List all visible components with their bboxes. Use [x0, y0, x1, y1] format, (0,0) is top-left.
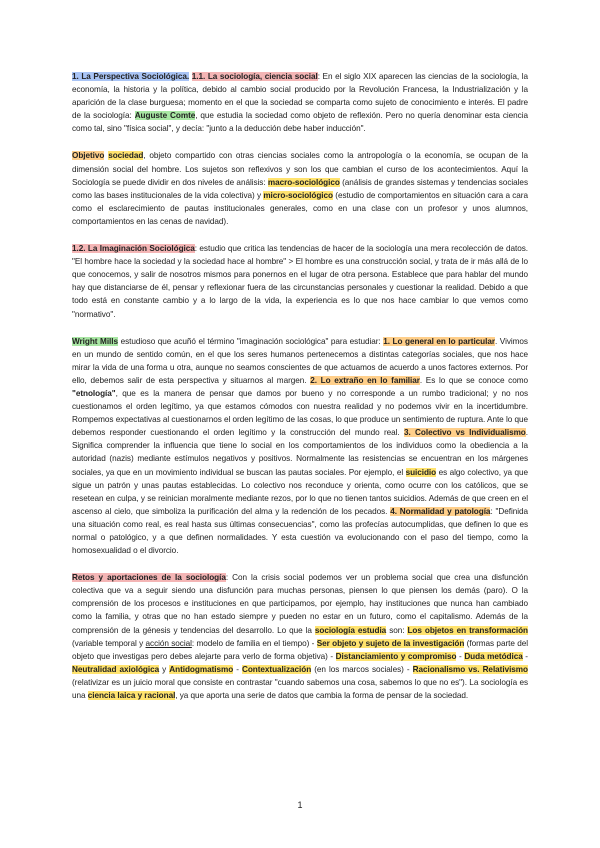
text: -	[233, 664, 242, 674]
highlight-general-particular: 1. Lo general en lo particular	[383, 336, 495, 346]
text: (análisis de grandes sistemas y tendencias sociales como las bases institucionales de la vida colectiva) y	[72, 177, 528, 200]
text: , que estudia la sociedad como objeto de reflexión. Pero no quería denominar esta ciencia como tal, sino "física social", y decía: "junto a la deducción debe haber inducción".	[72, 111, 528, 134]
text: y	[159, 664, 170, 674]
highlight-ciencia-laica: ciencia laica y racional	[87, 691, 176, 701]
highlight-extrano-familiar: 2. Lo extraño en lo familiar	[310, 375, 420, 385]
heading-sociologia-ciencia-social: 1.1. La sociología, ciencia social	[191, 72, 318, 81]
highlight-objetivo: Objetivo	[72, 151, 105, 161]
highlight-micro: micro-sociológico	[263, 190, 333, 200]
text: : En el siglo XIX aparecen las ciencias de la sociología, la economía, la historia y la política, debido al cambio social producido por la Revolución Francesa, la Industrialización y la aparición de la clase burguesa; momento en el que la sociedad se comparta como sujeto de conocimiento e interés. El padre de la sociología:	[72, 72, 528, 121]
highlight-objetos-transformacion: Los objetos en transformación	[407, 625, 528, 635]
text: , objeto compartido con otras ciencias sociales como la antropología o la economía, se ocupan de la dimensión social del hombre. Los sujetos son reflexivos y son los que cambian el curso de los acontecimientos. Aquí la Sociología se puede dividir en dos niveles de análisis:	[72, 151, 528, 187]
highlight-macro: macro-sociológico	[267, 177, 340, 187]
text: : modelo de familia en el tiempo) -	[191, 638, 317, 648]
text: . Significa comprender la influencia que tiene lo social en los comportamientos de los individuos como la obediencia a la autoridad (nazis) mediante estímulos negativos y positivos. Normalmente las resistencias se encuentran en los márgenes sociales, ya que en un movimiento individual se buscan las pautas sociales. Por ejemplo, el	[72, 428, 528, 477]
text: (estudio de comportamientos en situación cara a cara como el esclarecimiento de pautas institucionales generales, como en una clase con un profesor y unos alumnos, comportamientos en las cenas de navidad).	[72, 190, 528, 226]
highlight-wright-mills: Wright Mills	[72, 336, 119, 346]
text: : "Definida una situación como real, es real hasta sus últimas consecuencias", como las profecías autocumplidas, que definen lo que es normal o patológico, y a que definen normalidades. Y esta cuestión va evolucionando con el paso del tiempo, como la homosexualidad o el divorcio.	[72, 506, 528, 556]
text: , que es la manera de pensar que damos por bueno y no corresponde a un rumbo tradicional; y no nos cuestionamos el orden legítimo, ya que estamos cómodos con nuestra realidad y no podemos vivir en la incertidumbre. Rompemos expectativas al cuestionarnos el orden legítimo de las cosas, lo que produce un sentimiento de ruptura. Ante lo que debemos responder cuestionando el orden legítimo y la construcción del mundo real.	[72, 388, 528, 438]
highlight-distanciamiento: Distanciamiento y compromiso	[335, 651, 457, 661]
text: (en los marcos sociales) -	[311, 664, 413, 674]
highlight-racionalismo: Racionalismo vs. Relativismo	[412, 664, 528, 674]
text: -	[456, 651, 465, 661]
paragraph-retos	[72, 571, 528, 702]
text: . Vivimos en un mundo de sentido común, en el que los seres humanos pertenecemos a distintas categorías sociales, que nos hace mirar la vida de una forma u otra, aunque no seamos conscientes de que actuamos de acuerdo a unos factores externos. Por ello, debemos salir de esta perspectiva y situarnos al margen.	[72, 336, 528, 385]
heading-perspectiva: 1. La Perspectiva Sociológica.	[72, 72, 190, 81]
paragraph-perspectiva	[72, 70, 528, 135]
highlight-sociologia-estudia: sociología estudia	[314, 625, 387, 635]
paragraph-objetivo	[72, 149, 528, 228]
highlight-antidogmatismo: Antidogmatismo	[169, 664, 234, 674]
highlight-contextualizacion: Contextualización	[241, 664, 312, 674]
text: . Es lo que se conoce como	[419, 375, 528, 385]
highlight-objeto-sujeto: Ser objeto y sujeto de la investigación	[316, 638, 465, 648]
highlight-colectivo: 3. Colectivo vs Individualismo	[404, 428, 526, 438]
text: (variable temporal y	[72, 638, 146, 648]
text: es algo colectivo, ya que sigue un patrón y unas pautas establecidas. Lo colectivo nos reconduce y orienta, como ocurre con los católicos, que se resetean en culpa, y se reinician moralmente mediante rezos, por lo que no tienen tantos suicidios. Además de que creen en el ascenso al cielo, que simboliza la purificación del alma y la redención de los pecados.	[72, 467, 528, 516]
text: -	[522, 651, 528, 661]
text: estudioso que acuñó el término "imaginación sociológica" para estudiar:	[118, 336, 384, 346]
highlight-comte: Auguste Comte	[134, 111, 196, 121]
text: (relativizar es un juicio moral que consiste en contrastar "cuando sabemos una cosa, sabemos lo que no es"). La sociología es una	[72, 677, 528, 701]
heading-retos: Retos y aportaciones de la sociología	[72, 573, 226, 583]
term-accion-social: acción social	[145, 638, 192, 648]
text: : estudio que critica las tendencias de hacer de la sociología una mera recolección de datos. "El hombre hace la sociedad y la sociedad hace al hombre" > El hombre es una construcción social, y trata de ir más allá de lo que conocemos, y salir de nosotros mismos para ponernos en el lugar de otra persona. Establece que para hablar del mundo hay que distanciarse de él, pensar y reflexionar fuera de las circunstancias personales y cuestionar la realidad. Debido a que todo está en constante cambio y a lo largo de la vida, la experiencia es lo que nos hace cambiar lo que vemos como "normativo".	[72, 244, 528, 319]
text: son:	[386, 625, 408, 635]
text: : Con la crisis social podemos ver un problema social que crea una disfunción colectiva que va a seguir siendo una disfunción para muchas personas, piensen lo que piensen los demás (paro). O la comprensión de los procesos e instituciones en que participamos, por ejemplo, hay instituciones que nunca han cambiado como la familia, y otras que no han estado siempre y pueden no estar en un futuro, como el capitalismo. Además de la comprensión de la génesis y tendencias del desarrollo. Lo que la	[72, 573, 529, 635]
paragraph-imaginacion	[72, 242, 528, 321]
text: (formas parte del objeto que investigas pero debes alejarte para verlo de forma objetiva) -	[72, 638, 528, 661]
heading-imaginacion: 1.2. La Imaginación Sociológica	[72, 244, 195, 254]
paragraph-wright-mills	[72, 335, 528, 558]
term-etnologia: "etnología"	[72, 388, 116, 398]
highlight-normalidad: 4. Normalidad y patología	[390, 506, 491, 516]
page-number: 1	[297, 800, 303, 810]
highlight-sociedad: sociedad	[108, 151, 144, 161]
highlight-duda-metodica: Duda metódica	[464, 651, 523, 661]
document-page	[72, 70, 528, 716]
text: , ya que aporta una serie de datos que cambia la forma de pensar de la sociedad.	[175, 691, 469, 701]
highlight-suicidio: suicidio	[405, 467, 437, 477]
highlight-neutralidad: Neutralidad axiológica	[72, 664, 160, 674]
